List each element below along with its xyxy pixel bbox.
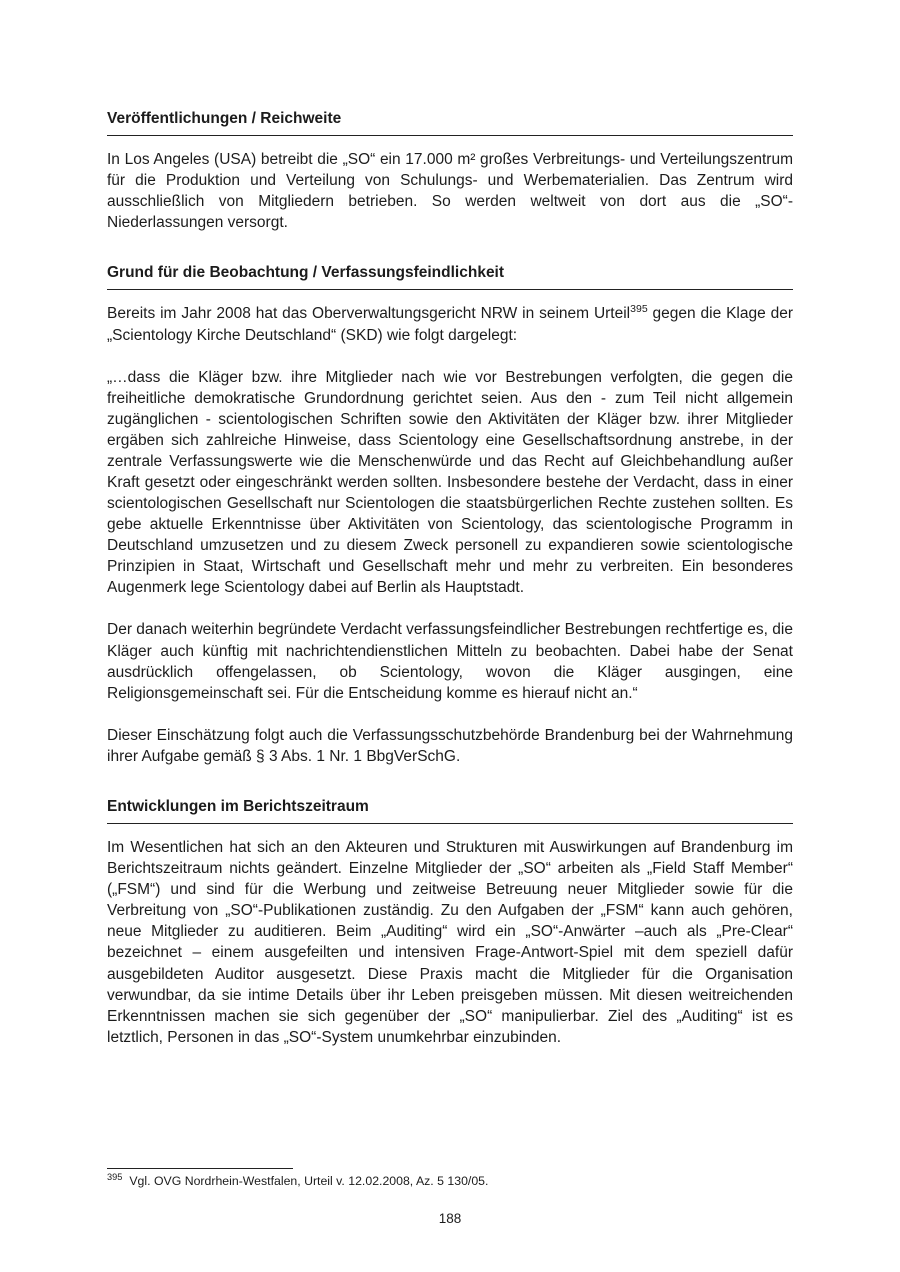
section-heading-entwicklungen: Entwicklungen im Berichtszeitraum: [107, 796, 793, 824]
footnote: [107, 1171, 793, 1190]
section-veroeffentlichungen: [107, 108, 793, 254]
section-entwicklungen: [107, 788, 793, 1069]
paragraph-urteil-intro: [107, 303, 793, 345]
paragraph-verbreitungszentrum: In Los Angeles (USA) betreibt die „SO“ ein 17.000 m² großes Verbreitungs- und Verteilungszentrum für die Produktion und Verteilung von Schulungs- und Werbematerialien. Das Zentrum wird ausschließlich von Mitgliedern betrieben. So werden weltweit von dort aus die „SO“-Niederlassungen versorgt.: [107, 151, 793, 232]
quote-paragraph-urteil-1: „…dass die Kläger bzw. ihre Mitglieder nach wie vor Bestrebungen verfolgten, die gegen die freiheitliche demokratische Grundordnung gerichtet seien. Aus den - zum Teil nicht allgemein zugänglichen - scientologischen Schriften sowie den Aktivitäten der Kläger bzw. ihrer Mitglieder ergäben sich zahlreiche Hinweise, dass Scientology eine Gesellschaftsordnung anstrebe, in der zentrale Verfassungswerte wie die Menschenwürde und das Recht auf Gleichbehandlung außer Kraft gesetzt oder eingeschränkt werden sollten. Insbesondere bestehe der Verdacht, dass in einer scientologischen Gesellschaft nur Scientologen die staatsbürgerlichen Rechte zustehen sollten. Es gebe aktuelle Erkenntnisse über Aktivitäten von Scientology, das scientologische Programm in Deutschland umzusetzen und zu diesem Zweck personell zu expandieren sowie scientologische Prinzipien in Staat, Wirtschaft und Gesellschaft mehr und mehr zu verbreiten. Ein besonderes Augenmerk lege Scientology dabei auf Berlin als Hauptstadt.: [107, 368, 793, 597]
section-grund-beobachtung: [107, 254, 793, 788]
quote-paragraph-urteil-2: Der danach weiterhin begründete Verdacht verfassungsfeindlicher Bestrebungen rechtfertige es, die Kläger auch künftig mit nachrichtendienstlichen Mitteln zu beobachten. Dabei habe der Senat ausdrücklich offengelassen, ob Scientology, wovon die Kläger ausgingen, eine Religionsgemeinschaft sei. Für die Entscheidung komme es hierauf nicht an.“: [107, 621, 793, 702]
footnote-separator: [107, 1168, 293, 1169]
footnote-ref: 395: [630, 303, 648, 316]
paragraph-text-after-ref: gegen die Klage der „Scientology Kirche Deutschland“ (SKD) wie folgt dargelegt:: [107, 305, 793, 344]
paragraph-text-before-ref: Bereits im Jahr 2008 hat das Oberverwaltungsgericht NRW in seinem Urteil: [107, 305, 631, 323]
footnote-text: Vgl. OVG Nordrhein-Westfalen, Urteil v. 12.02.2008, Az. 5 130/05.: [129, 1173, 489, 1188]
section-heading-veroeffentlichungen: Veröffentlichungen / Reichweite: [107, 108, 793, 136]
section-heading-grund-beobachtung: Grund für die Beobachtung / Verfassungsfeindlichkeit: [107, 262, 793, 290]
page-number: 188: [438, 1210, 462, 1226]
footnote-marker: 395: [107, 1171, 123, 1182]
paragraph-berichtszeitraum: Im Wesentlichen hat sich an den Akteuren und Strukturen mit Auswirkungen auf Brandenburg im Berichtszeitraum nichts geändert. Einzelne Mitglieder der „SO“ arbeiten als „Field Staff Member“ („FSM“) und sind für die Werbung und zeitweise Betreuung neuer Mitglieder sowie für die Verbreitung von „SO“-Publikationen zuständig. Zu den Aufgaben der „FSM“ kann auch gehören, neue Mitglieder zu auditieren. Beim „Auditing“ wird ein „SO“-Anwärter –auch als „Pre-Clear“ bezeichnet – einem ausgefeilten und intensiven Frage-Antwort-Spiel mit dem speziell dafür ausgebildeten Auditor ausgesetzt. Diese Praxis macht die Mitglieder für die Organisation verwundbar, da sie intime Details über ihr Leben preisgeben müssen. Mit diesen weitreichenden Erkenntnissen machen sie sich gegenüber der „SO“ manipulierbar. Ziel des „Auditing“ ist es letztlich, Personen in das „SO“-System unumkehrbar einzubinden.: [107, 839, 793, 1046]
footnote-area: [107, 1168, 793, 1190]
paragraph-einschaetzung: Dieser Einschätzung folgt auch die Verfassungsschutzbehörde Brandenburg bei der Wahrnehmung ihrer Aufgabe gemäß § 3 Abs. 1 Nr. 1 BbgVerSchG.: [107, 726, 793, 765]
